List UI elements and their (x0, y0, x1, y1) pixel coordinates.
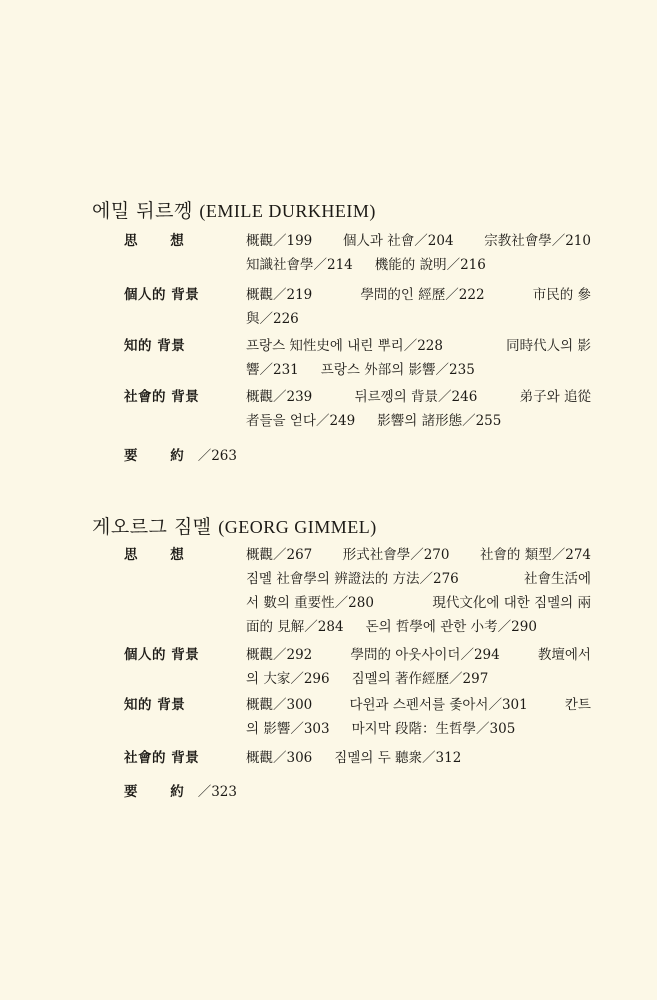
toc-entry: 形式社會學／270 (342, 547, 450, 563)
toc-entry: 與／226 (246, 311, 299, 327)
category-label: 思 想 (124, 233, 198, 249)
toc-entry: 概觀／292 (246, 647, 313, 663)
section-title-english: (EMILE DURKHEIM) (199, 201, 376, 221)
entry-line (246, 667, 591, 691)
category-label: 知的 背景 (124, 697, 186, 713)
entry-line (246, 746, 591, 770)
entry-lines (246, 746, 591, 770)
entry-lines (246, 334, 591, 382)
entry-line (246, 409, 591, 433)
summary-label: 要 約 (124, 448, 198, 464)
toc-entry: 宗教社會學／210 (484, 233, 591, 249)
toc-entry: 뒤르껭의 背景／246 (354, 389, 478, 405)
toc-entry: 現代文化에 대한 짐멜의 兩 (432, 595, 591, 611)
entry-line (246, 543, 591, 567)
entry-line (246, 229, 591, 253)
toc-entry: 돈의 哲學에 관한 小考／290 (365, 619, 537, 635)
toc-entry: 機能的 說明／216 (374, 257, 486, 273)
toc-entry: 教壇에서 (537, 647, 591, 663)
toc-entry: 의 大家／296 (246, 671, 330, 687)
entry-lines (246, 229, 591, 277)
summary-entry (124, 780, 237, 800)
toc-entry: 影響의 諸形態／255 (377, 413, 502, 429)
toc-entry: 프랑스 外部의 影響／235 (320, 362, 475, 378)
toc-entry: 弟子와 追從 (519, 389, 591, 405)
toc-entry: 의 影響／303 (246, 721, 330, 737)
entry-line (246, 307, 591, 331)
section-title-english: (GEORG GIMMEL) (218, 517, 377, 537)
toc-entry: 面的 見解／284 (246, 619, 344, 635)
section-title (92, 512, 377, 539)
summary-page: ／263 (197, 448, 237, 464)
toc-entry: 칸트 (564, 697, 591, 713)
entry-line (246, 717, 591, 741)
entry-lines (246, 385, 591, 433)
toc-entry: 짐멜의 두 聽衆／312 (334, 750, 462, 766)
toc-entry: 社會生活에 (523, 571, 591, 587)
toc-entry: 概觀／199 (246, 233, 313, 249)
summary-label: 要 約 (124, 784, 198, 800)
category-label: 個人的 背景 (124, 647, 200, 663)
entry-line (246, 283, 591, 307)
entry-line (246, 358, 591, 382)
toc-entry: 同時代人의 影 (506, 338, 591, 354)
entry-line (246, 334, 591, 358)
toc-entry: 市民的 參 (532, 287, 591, 303)
toc-entry: 社會的 類型／274 (479, 547, 591, 563)
category-label: 社會的 背景 (124, 389, 200, 405)
entry-line (246, 253, 591, 277)
summary-page: ／323 (197, 784, 237, 800)
toc-entry: 概觀／306 (246, 750, 313, 766)
toc-entry: 學問的 아웃사이더／294 (350, 647, 500, 663)
toc-entry: 概觀／267 (246, 547, 313, 563)
toc-entry: 짐멜의 著作經歷／297 (351, 671, 489, 687)
section-title (92, 196, 376, 223)
entry-lines (246, 693, 591, 741)
category-label: 社會的 背景 (124, 750, 200, 766)
entry-lines (246, 643, 591, 691)
toc-entry: 서 數의 重要性／280 (246, 595, 374, 611)
section-title-korean: 에밀 뒤르껭 (92, 200, 193, 222)
toc-entry: 마지막 段階：生哲學／305 (351, 721, 516, 737)
entry-line (246, 615, 591, 639)
toc-entry: 知識社會學／214 (246, 257, 353, 273)
summary-entry (124, 444, 237, 464)
entry-line (246, 567, 591, 591)
category-label: 知的 背景 (124, 338, 186, 354)
toc-entry: 概觀／239 (246, 389, 313, 405)
entry-line (246, 385, 591, 409)
toc-entry: 프랑스 知性史에 내린 뿌리／228 (246, 338, 443, 354)
entry-line (246, 591, 591, 615)
toc-entry: 響／231 (246, 362, 299, 378)
entry-lines (246, 283, 591, 331)
toc-entry: 概觀／300 (246, 697, 313, 713)
toc-entry: 學問的인 經歷／222 (360, 287, 485, 303)
entry-line (246, 643, 591, 667)
toc-entry: 다윈과 스펜서를 좇아서／301 (349, 697, 528, 713)
category-label: 思 想 (124, 547, 198, 563)
entry-lines (246, 543, 591, 639)
section-title-korean: 게오르그 짐멜 (92, 516, 212, 538)
toc-entry: 個人과 社會／204 (342, 233, 454, 249)
toc-entry: 概觀／219 (246, 287, 313, 303)
toc-entry: 者들을 얻다／249 (246, 413, 356, 429)
toc-entry: 짐멜 社會學의 辨證法的 方法／276 (246, 571, 459, 587)
category-label: 個人的 背景 (124, 287, 200, 303)
entry-line (246, 693, 591, 717)
